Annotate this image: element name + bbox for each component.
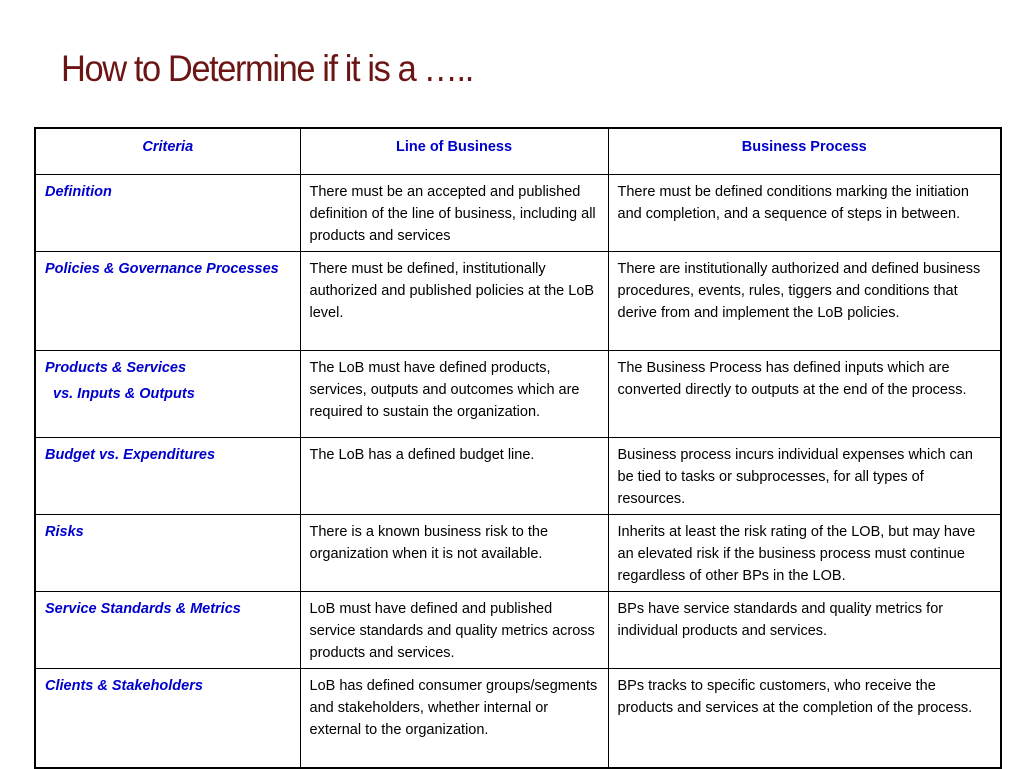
comparison-table <box>34 127 1002 769</box>
criteria-cell <box>35 351 300 438</box>
header-line-of-business: Line of Business <box>300 128 608 175</box>
lob-cell: The LoB must have defined products, services, outputs and outcomes which are required to sustain the organization. <box>300 351 608 438</box>
criteria-cell <box>35 669 300 768</box>
table-row <box>35 438 1001 515</box>
bp-cell: There are institutionally authorized and defined business procedures, events, rules, tiggers and conditions that derive from and implement the LoB policies. <box>608 252 1001 351</box>
lob-cell: LoB must have defined and published service standards and quality metrics across products and services. <box>300 592 608 669</box>
bp-cell: The Business Process has defined inputs which are converted directly to outputs at the end of the process. <box>608 351 1001 438</box>
header-business-process: Business Process <box>608 128 1001 175</box>
criteria-label: Definition <box>45 184 112 200</box>
criteria-label: Service Standards & Metrics <box>45 601 241 617</box>
table-header-row <box>35 128 1001 175</box>
slide-title: How to Determine if it is a ….. <box>61 48 473 89</box>
lob-cell: The LoB has a defined budget line. <box>300 438 608 515</box>
bp-cell: BPs tracks to specific customers, who receive the products and services at the completion of the process. <box>608 669 1001 768</box>
header-criteria: Criteria <box>35 128 300 175</box>
criteria-cell <box>35 438 300 515</box>
criteria-cell <box>35 592 300 669</box>
table-row <box>35 351 1001 438</box>
table-row <box>35 252 1001 351</box>
bp-cell: Business process incurs individual expenses which can be tied to tasks or subprocesses, for all types of resources. <box>608 438 1001 515</box>
bp-cell: Inherits at least the risk rating of the LOB, but may have an elevated risk if the business process must continue regardless of other BPs in the LOB. <box>608 515 1001 592</box>
lob-cell: LoB has defined consumer groups/segments and stakeholders, whether internal or external to the organization. <box>300 669 608 768</box>
lob-cell: There is a known business risk to the organization when it is not available. <box>300 515 608 592</box>
bp-cell: BPs have service standards and quality metrics for individual products and services. <box>608 592 1001 669</box>
bp-cell: There must be defined conditions marking the initiation and completion, and a sequence of steps in between. <box>608 175 1001 252</box>
criteria-label: Policies & Governance Processes <box>45 261 279 277</box>
criteria-label: Products & Services <box>45 360 187 376</box>
criteria-sublabel: vs. Inputs & Outputs <box>53 386 195 402</box>
criteria-cell <box>35 252 300 351</box>
lob-cell: There must be defined, institutionally authorized and published policies at the LoB level. <box>300 252 608 351</box>
table-row <box>35 515 1001 592</box>
criteria-cell <box>35 175 300 252</box>
table-row <box>35 175 1001 252</box>
criteria-label: Risks <box>45 524 84 540</box>
criteria-label: Budget vs. Expenditures <box>45 447 216 463</box>
criteria-cell <box>35 515 300 592</box>
criteria-label: Clients & Stakeholders <box>45 678 203 694</box>
table-row <box>35 669 1001 768</box>
table-row <box>35 592 1001 669</box>
lob-cell: There must be an accepted and published definition of the line of business, including all products and services <box>300 175 608 252</box>
